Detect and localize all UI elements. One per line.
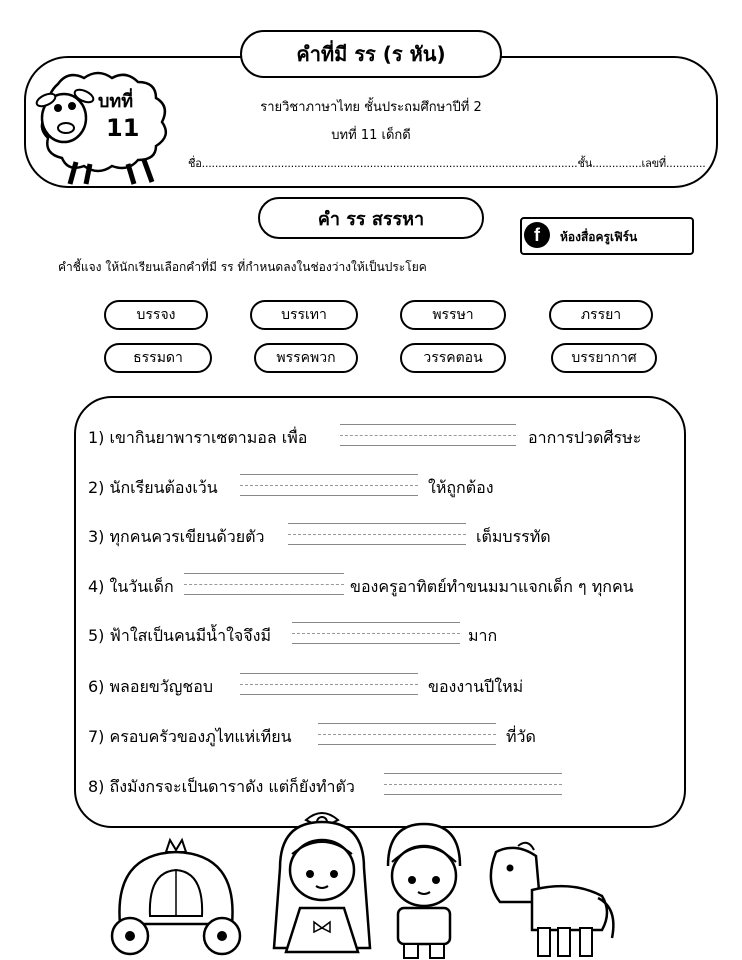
question-2-after: ให้ถูกต้อง <box>428 478 494 497</box>
question-7-text: 7) ครอบครัวของภูไทแห่เทียน <box>88 727 292 746</box>
name-class-number-line: ชื่อ..................................................................................................................ชั้น...............เลขที่............ <box>188 157 706 170</box>
lesson-line: บทที่ 11 เด็กดี <box>331 128 411 143</box>
carriage-icon <box>100 834 252 958</box>
word-bank-item: บรรเทา <box>250 300 358 330</box>
question-5-text: 5) ฟ้าใสเป็นคนมีน้ำใจจึงมี <box>88 626 271 645</box>
question-1-after: อาการปวดศีรษะ <box>528 428 642 447</box>
question-7-after: ที่วัด <box>506 727 536 746</box>
prince-icon <box>378 818 470 960</box>
page-title: คำที่มี รร (ร หัน) <box>240 30 502 78</box>
word-bank-item: บรรยากาศ <box>551 343 657 373</box>
word-bank-item: บรรจง <box>104 300 208 330</box>
answer-blank-5[interactable] <box>292 622 460 644</box>
answer-blank-7[interactable] <box>318 723 496 745</box>
question-3-text: 3) ทุกคนควรเขียนด้วยตัว <box>88 527 265 546</box>
horse-icon <box>476 838 626 960</box>
question-6-after: ของงานปีใหม่ <box>428 677 524 696</box>
word-bank-item: ธรรมดา <box>104 343 212 373</box>
facebook-label: ห้องสื่อครูเฟิร์น <box>560 230 638 244</box>
question-2-text: 2) นักเรียนต้องเว้น <box>88 478 218 497</box>
answer-blank-3[interactable] <box>288 523 466 545</box>
question-3-after: เต็มบรรทัด <box>476 527 551 546</box>
subject-line: รายวิชาภาษาไทย ชั้นประถมศึกษาปีที่ 2 <box>260 100 482 115</box>
princess-icon <box>266 808 378 960</box>
answer-blank-1[interactable] <box>340 424 516 446</box>
answer-blank-4[interactable] <box>184 573 344 595</box>
question-1-text: 1) เขากินยาพาราเซตามอล เพื่อ <box>88 428 308 447</box>
word-bank-item: วรรคตอน <box>400 343 506 373</box>
facebook-icon: f <box>524 222 550 248</box>
instruction: คำชี้แจง ให้นักเรียนเลือกคำที่มี รร ที่กำหนดลงในช่องว่างให้เป็นประโยค <box>58 260 427 274</box>
lesson-label: บทที่ <box>98 91 134 112</box>
lesson-number: 11 <box>106 114 140 142</box>
question-4-text: 4) ในวันเด็ก <box>88 577 174 596</box>
question-4-after: ของครูอาทิตย์ทำขนมมาแจกเด็ก ๆ ทุกคน <box>350 577 634 596</box>
word-bank-item: พรรษา <box>400 300 506 330</box>
topic-title: คำ รร สรรหา <box>258 197 484 239</box>
word-bank-item: พรรคพวก <box>254 343 358 373</box>
question-8-text: 8) ถึงมังกรจะเป็นดาราดัง แต่ก็ยังทำตัว <box>88 777 355 796</box>
question-box <box>74 396 686 828</box>
word-bank-item: ภรรยา <box>549 300 653 330</box>
question-6-text: 6) พลอยขวัญชอบ <box>88 677 214 696</box>
answer-blank-8[interactable] <box>384 773 562 795</box>
answer-blank-2[interactable] <box>240 474 418 496</box>
answer-blank-6[interactable] <box>240 673 418 695</box>
question-5-after: มาก <box>468 626 498 645</box>
